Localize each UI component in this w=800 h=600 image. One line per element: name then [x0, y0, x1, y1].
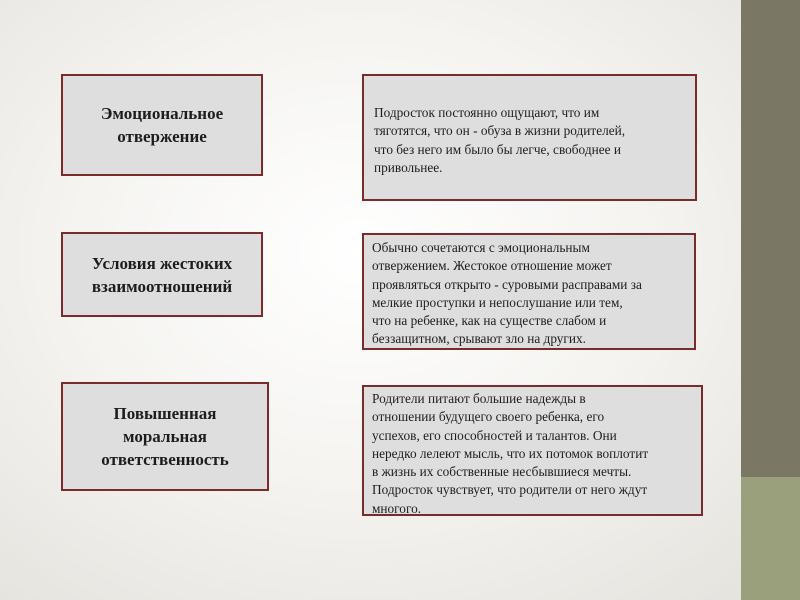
side-bar-dark-segment — [741, 0, 800, 477]
cruel-relations-title: Условия жестоких взаимоотношений — [61, 232, 263, 317]
moral-responsibility-description: Родители питают большие надежды в отношении будущего своего ребенка, его успехов, его способностей и талантов. Они нередко лелеют мысль, что их потомок воплотит в жизнь их собственные несбывшиеся мечты. Подросток чувствует, что родители от него ждут многого. — [362, 385, 703, 516]
emotional-rejection-title: Эмоциональное отвержение — [61, 74, 263, 176]
side-bar-light-segment — [741, 477, 800, 600]
moral-responsibility-title: Повышенная моральная ответственность — [61, 382, 269, 491]
cruel-relations-description: Обычно сочетаются с эмоциональным отвержением. Жестокое отношение может проявляться открыто - суровыми расправами за мелкие проступки и непослушание или тем, что на ребенке, как на существе слабом и беззащитном, срывают зло на других. — [362, 233, 696, 350]
decorative-side-bar — [741, 0, 800, 600]
emotional-rejection-description: Подросток постоянно ощущают, что им тяготятся, что он - обуза в жизни родителей, что без него им было бы легче, свободнее и привольнее. — [362, 74, 697, 201]
